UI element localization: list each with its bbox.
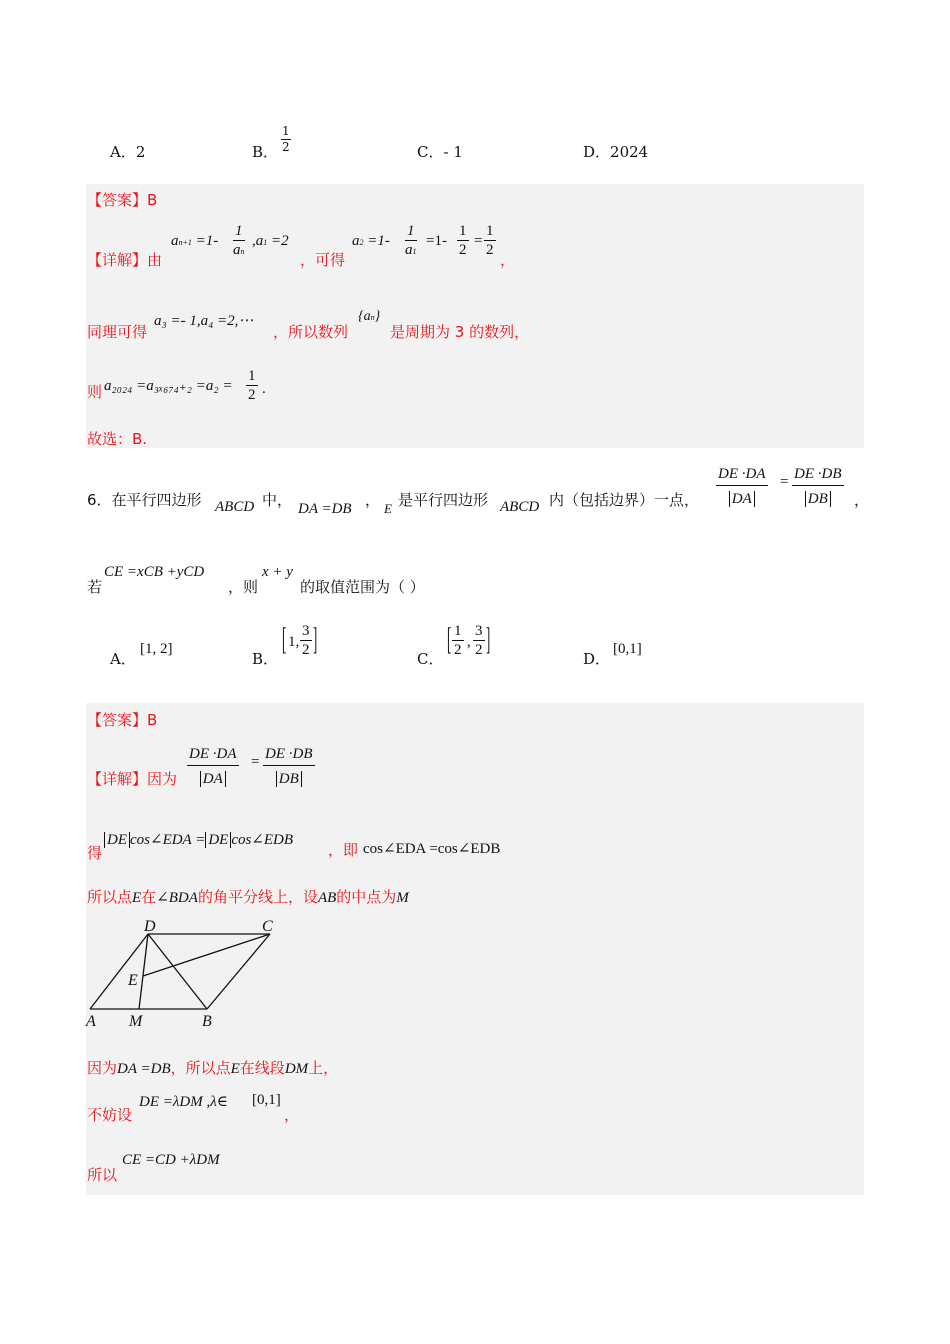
q6-option-b-one: 1, — [288, 634, 300, 650]
q6-on-segment-line: 因为DA =DB，所以点E在线段DM上， — [87, 1059, 339, 1077]
q5-can-get: ，可得 — [300, 251, 346, 269]
q6-abcd-2: ABCD — [500, 499, 540, 515]
q6-answer-eq: = — [251, 754, 260, 770]
q5-line3-fraction: $\frac{1}{2}$ — [248, 368, 256, 403]
q6-ji: ，即 — [328, 841, 359, 859]
edge-ad — [90, 934, 148, 1009]
q5-recurrence: an+1 =1- — [171, 233, 219, 249]
q5-line3-math: a₂₀₂₄ =a₃ₓ₆₇₄₊₂ =a₂ = — [104, 378, 233, 394]
label-d: D — [144, 918, 156, 935]
q6-option-c-fraction-2: $\frac{3}{2}$ — [475, 623, 483, 658]
q6-e: E — [384, 501, 392, 516]
q5-line3-end: . — [262, 381, 266, 397]
q5-recurrence-fraction: $\frac{1}{an}$ — [233, 223, 245, 258]
q5-a2-frac3: $\frac{1}{2}$ — [486, 223, 494, 258]
q5-a2-mid: =1- — [426, 233, 447, 249]
q5-option-b[interactable]: B． — [252, 143, 279, 161]
q6-condition-end: ， — [854, 491, 870, 509]
q5-answer-label: 【答案】B — [87, 191, 158, 209]
q5-a2-end: ， — [500, 251, 516, 269]
q5-a2: a2 =1- — [352, 233, 390, 249]
q6-de-label: 得 — [87, 844, 103, 862]
q6-option-b-left-bracket: [ — [282, 620, 287, 656]
q5-detail-label: 【详解】由 — [87, 251, 163, 269]
q6-ce-expression: CE =xCB +yCD — [104, 564, 205, 580]
q5-sequence: {an} — [358, 309, 381, 324]
q6-suppose-label: 不妨设 — [87, 1106, 133, 1124]
q6-ze: ，则 — [228, 578, 259, 596]
q6-bisector-line: 所以点E在∠BDA的角平分线上，设AB的中点为M — [87, 888, 409, 906]
q5-option-d[interactable]: D．2024 — [583, 143, 649, 161]
q6-abcd-1: ABCD — [215, 499, 255, 515]
q6-is-point: 是平行四边形 — [398, 491, 489, 509]
q6-option-a-interval: [1, 2] — [140, 641, 173, 657]
q6-answer-frac1: $\frac{DE \cdot DA}{DA}$ — [187, 743, 239, 792]
q6-da-db: DA =DB — [298, 501, 352, 517]
q6-lambda-interval: [0,1] — [252, 1092, 281, 1108]
segment-ce — [143, 934, 270, 976]
edge-cb — [207, 934, 270, 1009]
q6-zhong: 中， — [262, 491, 293, 509]
q6-condition-frac2: $\frac{DE \cdot DB}{DB}$ — [792, 463, 844, 512]
q5-line2-prefix: 同理可得 — [87, 323, 148, 341]
q6-ruo: 若 — [87, 578, 103, 596]
q5-option-a[interactable]: A．2 — [110, 143, 146, 161]
q6-cos-equal: cos∠EDA =cos∠EDB — [363, 841, 501, 857]
q5-option-b-fraction: 1 2 — [282, 124, 290, 154]
label-m: M — [129, 1013, 143, 1030]
label-a: A — [86, 1013, 96, 1030]
q5-a2-frac1: $\frac{1}{a1}$ — [405, 223, 417, 258]
q6-option-d[interactable]: D． — [583, 650, 611, 668]
q6-option-b-fraction: $\frac{3}{2}$ — [302, 623, 310, 658]
q5-line2-math: a₃ =- 1,a₄ =2,⋯ — [154, 313, 254, 329]
q6-suppose-expr: DE =λDM ,λ∈ — [139, 1094, 228, 1110]
q6-option-c-left-bracket: [ — [447, 620, 452, 656]
q5-a2-eq: = — [474, 233, 483, 249]
q5-line2-mid: ，所以数列 — [273, 323, 349, 341]
label-c: C — [262, 918, 273, 935]
q5-line2-suffix: 是周期为 3 的数列， — [390, 323, 530, 341]
q6-so-label: 所以 — [87, 1166, 118, 1184]
q6-option-c-right-bracket: ] — [486, 620, 491, 656]
q6-answer-label: 【答案】B — [87, 711, 158, 729]
q5-initial-value: ,a1 =2 — [252, 233, 289, 249]
q6-option-b[interactable]: B． — [252, 650, 279, 668]
q6-option-c-fraction-1: $\frac{1}{2}$ — [454, 623, 462, 658]
label-e: E — [128, 972, 138, 989]
parallelogram-figure — [82, 912, 282, 1037]
q6-suppose-end: ， — [284, 1106, 300, 1124]
q6-x-plus-y: x + y — [262, 564, 293, 580]
q6-detail-label: 【详解】因为 — [87, 770, 178, 788]
q5-choose: 故选：B. — [87, 430, 148, 448]
q6-condition-eq: = — [780, 474, 789, 490]
segment-dm — [139, 934, 148, 1009]
q6-option-d-interval: [0,1] — [613, 641, 642, 657]
q6-condition-frac1: $\frac{DE \cdot DA}{DA}$ — [716, 463, 768, 512]
q6-range-question: 的取值范围为（ ） — [300, 578, 425, 596]
label-b: B — [202, 1013, 212, 1030]
q5-a2-frac2: $\frac{1}{2}$ — [459, 223, 467, 258]
q6-ce-result: CE =CD +λDM — [122, 1152, 220, 1168]
q5-option-c[interactable]: C．- 1 — [417, 143, 463, 161]
q6-option-c[interactable]: C． — [417, 650, 444, 668]
q6-comma: ， — [365, 491, 381, 509]
q6-answer-frac2: $\frac{DE \cdot DB}{DB}$ — [263, 743, 315, 792]
q5-line3-prefix: 则 — [87, 383, 103, 401]
q6-option-c-comma: , — [467, 634, 471, 650]
q6-option-a[interactable]: A． — [110, 650, 136, 668]
q6-dot-product-eq: DE cos∠EDA = DE cos∠EDB — [104, 830, 293, 849]
q6-inside: 内（包括边界）一点， — [549, 491, 700, 509]
q6-option-b-right-bracket: ] — [313, 620, 318, 656]
q6-intro: 6．在平行四边形 — [87, 491, 202, 509]
